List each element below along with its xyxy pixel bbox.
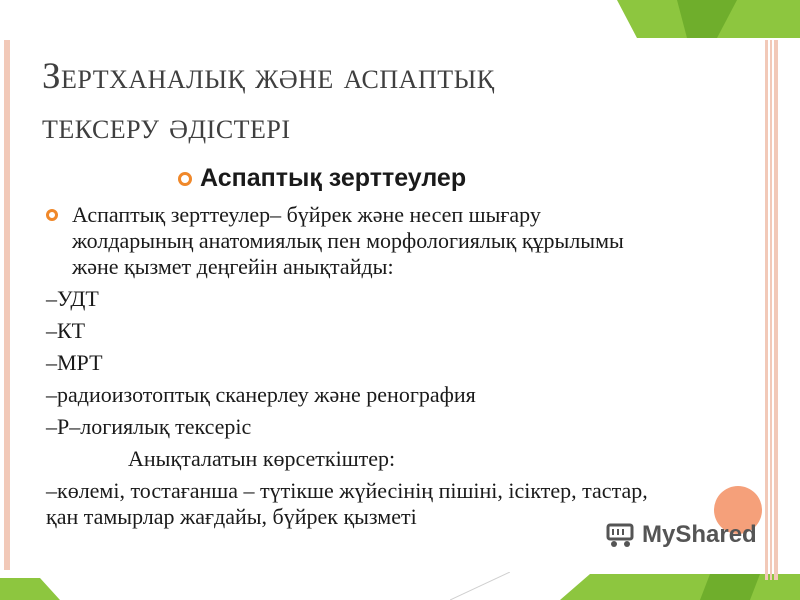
- left-stripe: [4, 40, 10, 570]
- list-item: –МРТ: [46, 350, 103, 375]
- intro-text: Аспаптық зерттеулер– бүйрек және несеп шығару жолдарының анатомиялық пен морфологиялық құрылымы және қызмет деңгейін анықтайды:: [72, 202, 624, 279]
- indicators-text: –көлемі, тостағанша – түтікше жүйесінің пішіні, ісіктер, тастар, қан тамырлар жағдайы, бүйрек қызметі: [46, 478, 648, 529]
- corner-decoration-top-right: [617, 0, 800, 38]
- indicators-label: Анықталатын көрсеткіштер:: [128, 446, 396, 471]
- bullet-circle-icon: [178, 172, 192, 186]
- body-text: [46, 202, 666, 530]
- list-item: –УДТ: [46, 286, 99, 311]
- watermark-text: MyShared: [642, 521, 757, 548]
- list-item: –КТ: [46, 318, 86, 343]
- list-item: –Р–логиялық тексеріс: [46, 414, 252, 439]
- cart-icon: [606, 521, 636, 549]
- list-item: –радиоизотоптық сканерлеу және ренография: [46, 382, 476, 407]
- corner-decoration-bottom-left: [0, 578, 60, 600]
- title-line-2: тексеру әдістері: [42, 106, 291, 147]
- subheading-text: Аспаптық зерттеулер: [200, 164, 467, 192]
- bullet-circle-icon: [46, 209, 58, 221]
- watermark: [606, 520, 757, 550]
- corner-decoration-bottom-right: [560, 574, 800, 600]
- right-stripes: [765, 40, 781, 580]
- slide-title: [42, 52, 682, 152]
- decorative-line: [450, 572, 510, 600]
- intro-paragraph: [46, 202, 666, 280]
- title-line-1: Зертханалық және аспаптық: [42, 56, 495, 97]
- subheading: [178, 164, 466, 193]
